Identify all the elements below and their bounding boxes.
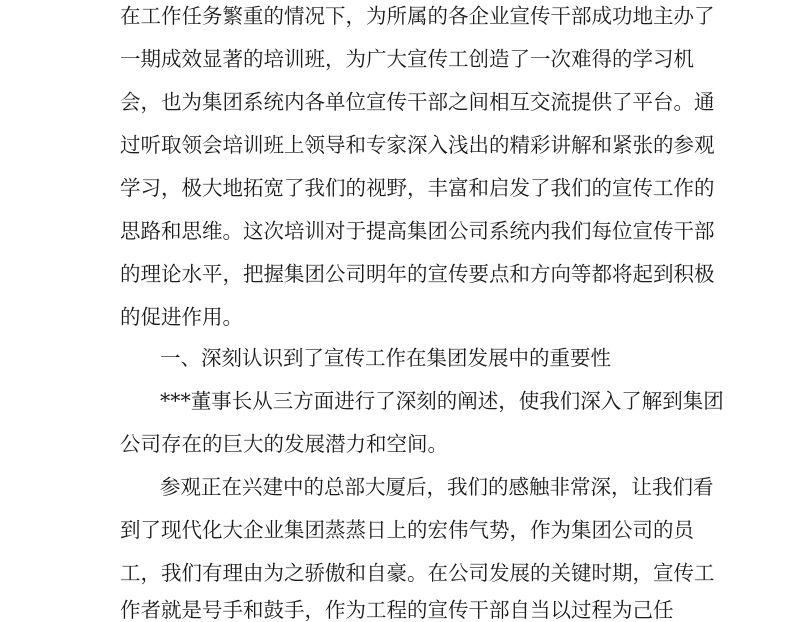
text-line: 一期成效显著的培训班，为广大宣传工创造了一次难得的学习机 (120, 47, 694, 71)
text-line: 在工作任务繁重的情况下，为所属的各企业宣传干部成功地主办了 (120, 4, 715, 28)
text-line: 作者就是号手和鼓手，作为工程的宣传干部自当以过程为己任 (120, 598, 674, 622)
text-line: 思路和思维。这次培训对于提高集团公司系统内我们每位宣传干部 (120, 219, 715, 243)
text-line: 到了现代化大企业集团蒸蒸日上的宏伟气势，作为集团公司的员 (120, 518, 694, 542)
text-line: 参观正在兴建中的总部大厦后，我们的感触非常深，让我们看 (160, 475, 714, 499)
text-line: 过听取领会培训班上领导和专家深入浅出的精彩讲解和紧张的参观 (120, 133, 715, 157)
text-line: ***董事长从三方面进行了深刻的阐述，使我们深入了解到集团 (160, 389, 724, 413)
text-line: 公司存在的巨大的发展潜力和空间。 (120, 432, 448, 456)
text-line: 的促进作用。 (120, 305, 243, 329)
section-heading: 一、深刻认识到了宣传工作在集团发展中的重要性 (160, 346, 611, 370)
text-line: 的理论水平，把握集团公司明年的宣传要点和方向等都将起到积极 (120, 262, 715, 286)
text-line: 工，我们有理由为之骄傲和自豪。在公司发展的关键时期，宣传工 (120, 561, 715, 585)
text-line: 学习，极大地拓宽了我们的视野，丰富和启发了我们的宣传工作的 (120, 176, 715, 200)
text-line: 会，也为集团系统内各单位宣传干部之间相互交流提供了平台。通 (120, 90, 715, 114)
